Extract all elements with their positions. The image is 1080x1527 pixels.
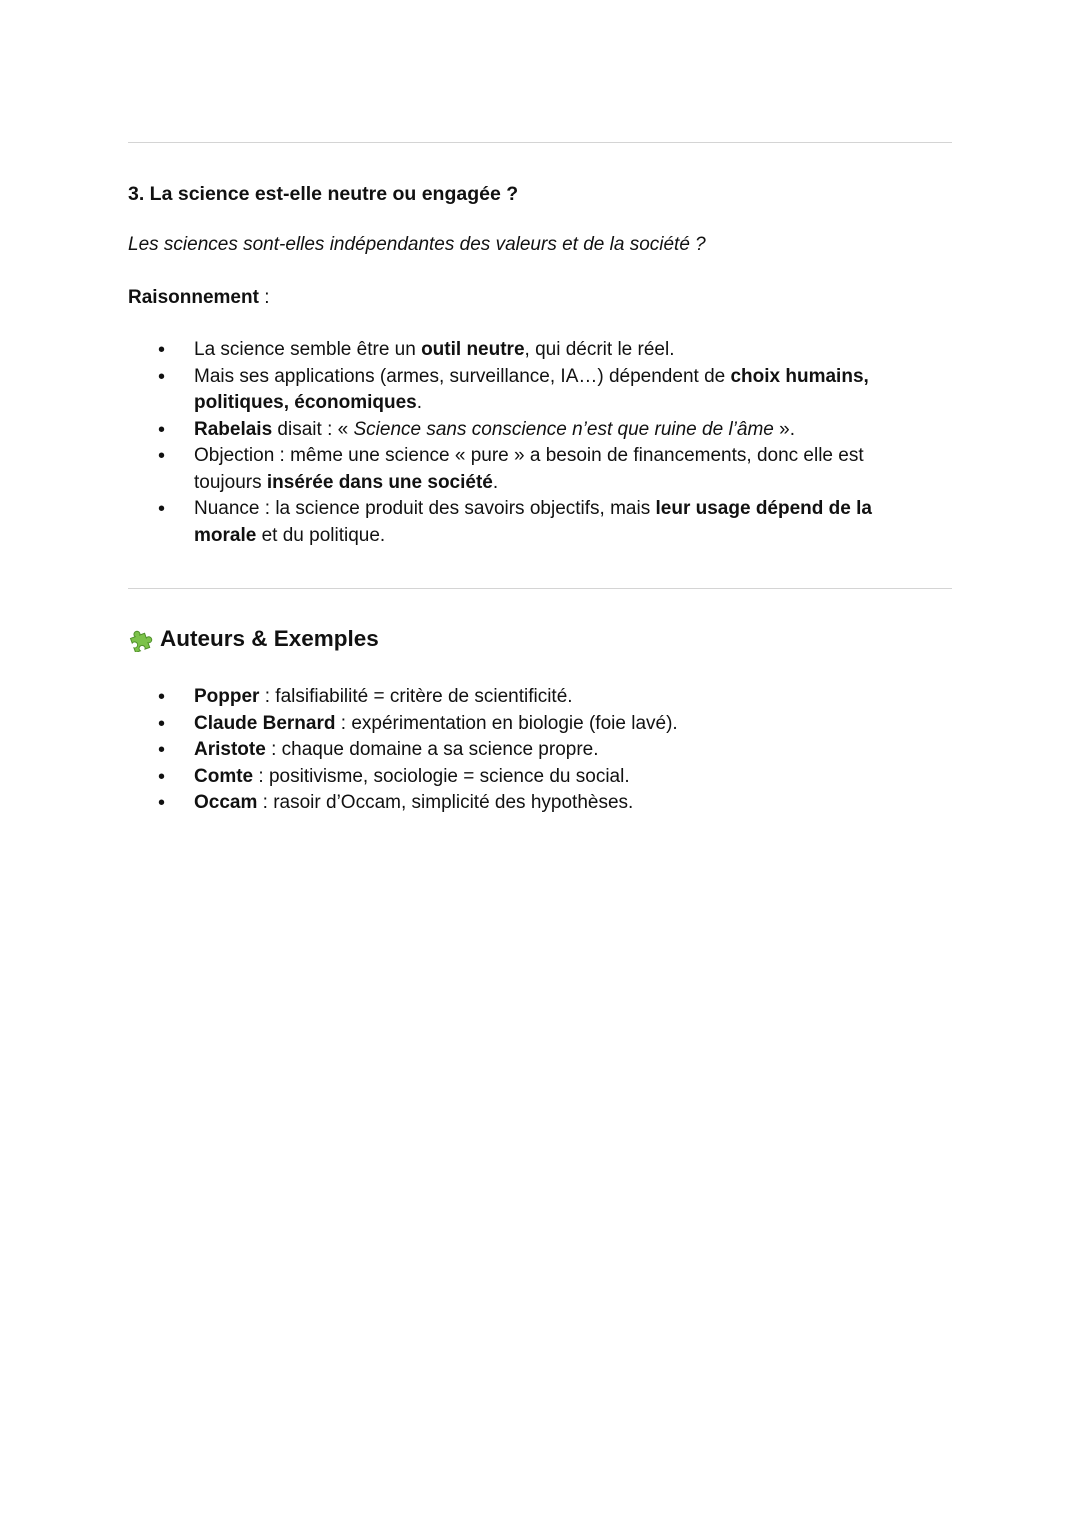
authors-heading bbox=[128, 626, 952, 653]
bold-text: choix humains, politiques, économiques bbox=[194, 365, 869, 413]
authors-list bbox=[128, 684, 952, 817]
text: disait : « bbox=[272, 418, 354, 440]
list-item bbox=[128, 790, 894, 817]
list-item bbox=[128, 417, 894, 444]
text: : chaque domaine a sa science propre. bbox=[265, 739, 599, 760]
bold-text: Popper bbox=[194, 686, 260, 707]
text: . bbox=[416, 392, 423, 413]
list-item bbox=[128, 711, 894, 738]
list-item bbox=[128, 496, 894, 549]
text: : falsifiabilité = critère de scientificité. bbox=[259, 686, 573, 707]
reasoning-colon: : bbox=[258, 287, 270, 308]
divider bbox=[128, 588, 952, 589]
text: ». bbox=[773, 418, 795, 440]
reasoning-label bbox=[128, 285, 952, 312]
list-item bbox=[128, 764, 894, 791]
bold-text: Comte bbox=[194, 765, 254, 787]
bold-text: Rabelais bbox=[194, 418, 273, 440]
italic-text: Science sans conscience n’est que ruine de l’âme bbox=[353, 418, 774, 440]
list-item bbox=[128, 684, 894, 711]
text: Nuance : la science produit des savoirs objectifs, mais bbox=[194, 498, 656, 519]
text: et du politique. bbox=[256, 524, 386, 546]
bold-text: insérée dans une société bbox=[266, 471, 493, 493]
section-question: Les sciences sont-elles indépendantes des valeurs et de la société ? bbox=[128, 234, 706, 255]
bold-text: Occam bbox=[194, 792, 258, 813]
list-item bbox=[128, 337, 894, 364]
puzzle-icon bbox=[128, 626, 154, 652]
text: : expérimentation en biologie (foie lavé). bbox=[335, 712, 678, 734]
text: Objection : même une science « pure » a besoin de financements, donc elle est toujours bbox=[194, 445, 864, 493]
bold-text: Claude Bernard bbox=[194, 712, 336, 734]
text: . bbox=[492, 471, 499, 493]
list-item bbox=[128, 443, 894, 496]
bold-text: leur usage dépend de la morale bbox=[194, 498, 872, 546]
section-heading: 3. La science est-elle neutre ou engagée ? bbox=[128, 183, 519, 205]
list-item bbox=[128, 364, 894, 417]
text: La science semble être un bbox=[194, 339, 422, 360]
list-item bbox=[128, 737, 894, 764]
text: : rasoir d’Occam, simplicité des hypothèses. bbox=[257, 792, 634, 813]
text: Mais ses applications (armes, surveillance, IA…) dépendent de bbox=[194, 365, 731, 387]
reasoning-list bbox=[128, 337, 952, 549]
divider bbox=[128, 142, 952, 143]
bold-text: Aristote bbox=[194, 739, 266, 760]
authors-title: Auteurs & Exemples bbox=[160, 626, 379, 651]
reasoning-label-text: Raisonnement bbox=[128, 287, 259, 308]
text: , qui décrit le réel. bbox=[524, 339, 675, 360]
text: : positivisme, sociologie = science du social. bbox=[253, 765, 630, 787]
bold-text: outil neutre bbox=[421, 339, 525, 360]
